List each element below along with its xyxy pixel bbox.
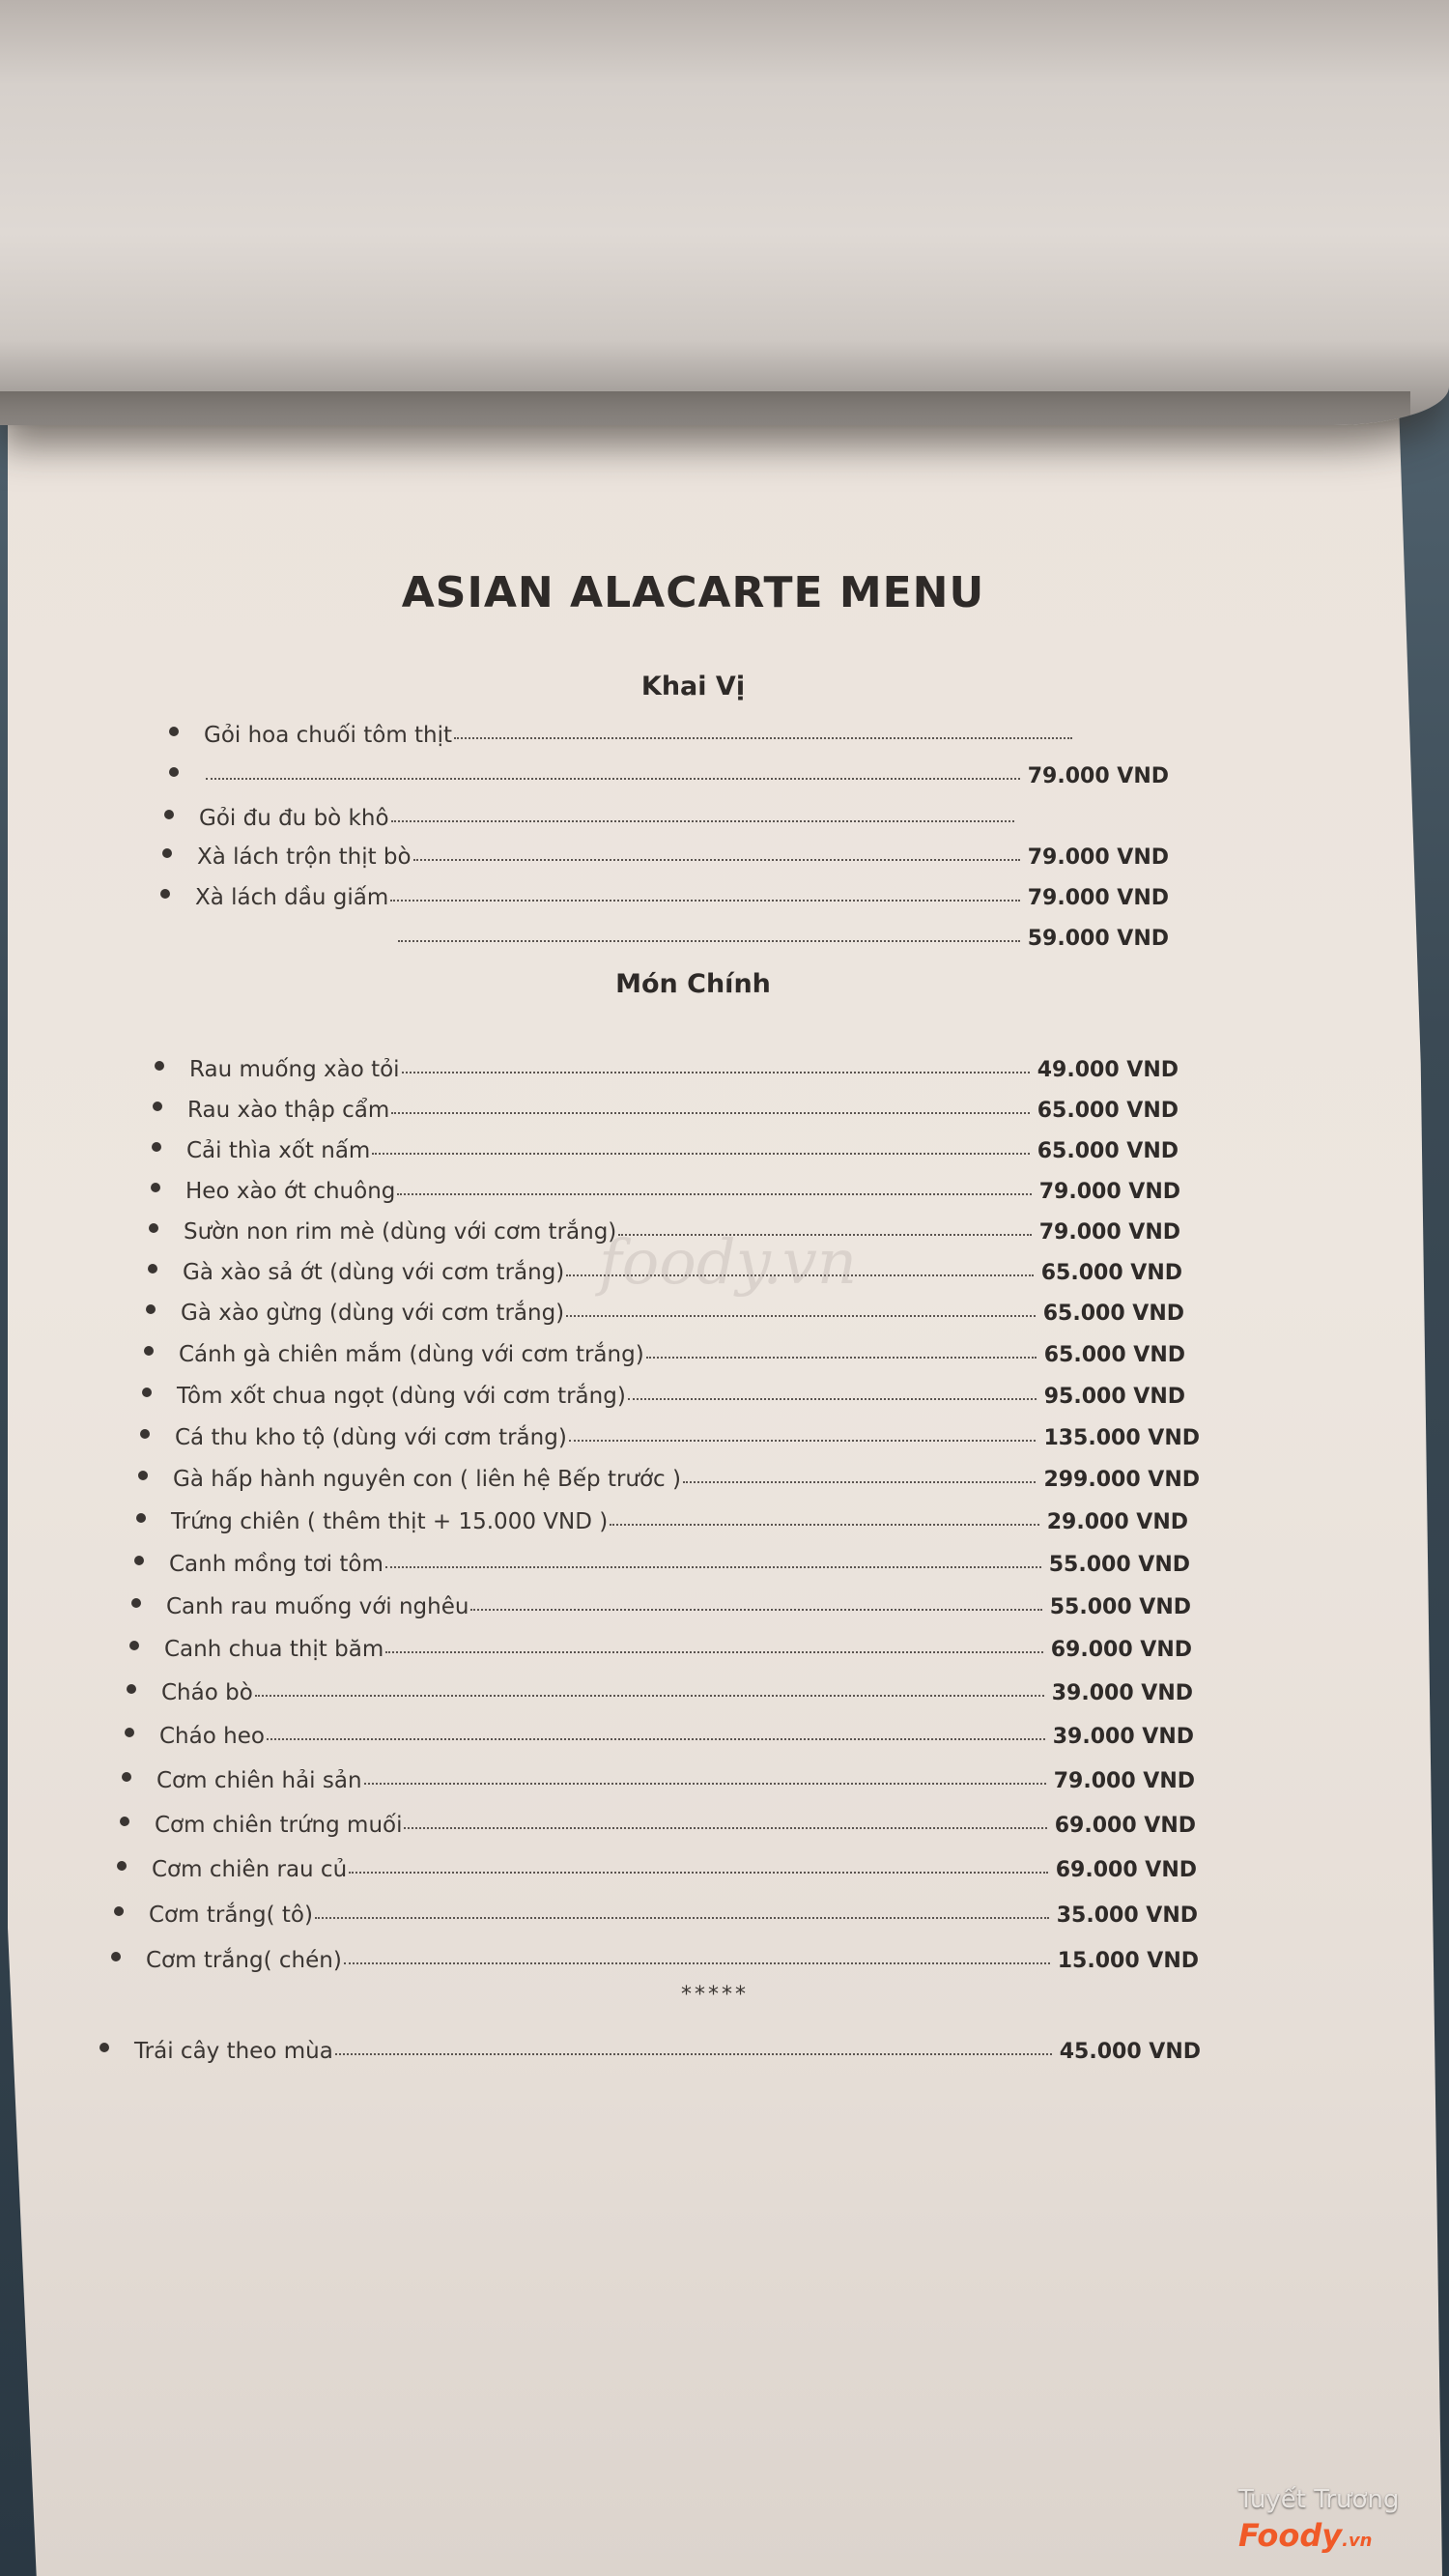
bullet-icon — [153, 1102, 162, 1111]
leader-dots — [402, 1072, 1030, 1073]
item-name: Gỏi đu đu bò khô — [199, 806, 389, 831]
leader-dots — [315, 1917, 1049, 1919]
bullet-icon — [148, 1264, 157, 1274]
list-item — [117, 1849, 1197, 1882]
bullet-icon — [127, 1684, 136, 1694]
list-item — [142, 1376, 1185, 1409]
leader-dots — [349, 1872, 1048, 1874]
leader-dots — [391, 1112, 1029, 1114]
list-item — [127, 1673, 1193, 1705]
item-price: 65.000 VND — [1040, 1261, 1182, 1285]
list-item — [153, 1090, 1179, 1123]
list-item — [193, 918, 1169, 951]
item-price: 55.000 VND — [1048, 1553, 1190, 1577]
bullet-icon — [138, 1471, 148, 1480]
item-name: Canh chua thịt băm — [164, 1637, 384, 1662]
item-price: 79.000 VND — [1027, 764, 1169, 788]
item-name: Trái cây theo mùa — [134, 2039, 333, 2064]
list-item — [140, 1417, 1200, 1450]
bullet-icon — [169, 727, 179, 736]
item-name: Cá thu kho tộ (dùng với cơm trắng) — [175, 1425, 567, 1450]
foody-logo-suffix: .vn — [1342, 2531, 1373, 2551]
item-price: 65.000 VND — [1037, 1139, 1179, 1163]
item-name: Gà xào gừng (dùng với cơm trắng) — [181, 1301, 565, 1326]
leader-dots — [390, 900, 1019, 902]
item-price: 65.000 VND — [1043, 1343, 1185, 1367]
list-item — [160, 877, 1169, 910]
bullet-icon — [134, 1556, 144, 1565]
item-price: 299.000 VND — [1043, 1468, 1200, 1492]
leader-dots — [255, 1695, 1044, 1697]
bullet-icon — [122, 1772, 131, 1782]
list-item — [164, 798, 1014, 831]
item-price: 59.000 VND — [1027, 927, 1169, 951]
bullet-icon — [162, 848, 172, 858]
item-price: 65.000 VND — [1037, 1099, 1179, 1123]
bullet-icon — [152, 1142, 161, 1152]
bullet-icon — [111, 1952, 121, 1961]
item-name: Cải thìa xốt nấm — [186, 1138, 371, 1163]
list-item — [155, 1049, 1179, 1082]
list-item — [131, 1587, 1191, 1619]
leader-dots — [470, 1609, 1041, 1611]
leader-dots — [344, 1962, 1050, 1964]
bullet-icon — [140, 1429, 150, 1439]
item-price: 69.000 VND — [1055, 1858, 1197, 1882]
item-name: Trứng chiên ( thêm thịt + 15.000 VND ) — [171, 1509, 609, 1534]
leader-dots — [454, 737, 1072, 739]
item-name: Gỏi hoa chuối tôm thịt — [204, 723, 453, 748]
list-item — [169, 715, 1072, 748]
leader-dots — [335, 2053, 1052, 2055]
photo-credit-author: Tuyết Trương — [1238, 2485, 1400, 2514]
list-item — [138, 1459, 1200, 1492]
item-price: 79.000 VND — [1038, 1180, 1180, 1204]
bullet-icon — [131, 1598, 141, 1608]
item-name: Rau muống xào tỏi — [189, 1057, 400, 1082]
item-name: Gà xào sả ớt (dùng với cơm trắng) — [183, 1260, 565, 1285]
list-item — [152, 1131, 1179, 1163]
item-name: Xà lách trộn thịt bò — [197, 844, 412, 870]
bullet-icon — [164, 810, 174, 819]
item-name: Heo xào ớt chuông — [185, 1179, 396, 1204]
list-item — [111, 1940, 1199, 1973]
list-item — [99, 2031, 1201, 2064]
item-price: 39.000 VND — [1051, 1681, 1193, 1705]
bullet-icon — [160, 889, 170, 899]
item-price: 69.000 VND — [1050, 1638, 1192, 1662]
menu-title: ASIAN ALACARTE MENU — [401, 568, 985, 617]
item-price: 45.000 VND — [1059, 2040, 1201, 2064]
list-item — [122, 1760, 1195, 1793]
item-price: 39.000 VND — [1052, 1725, 1194, 1749]
leader-dots — [683, 1481, 1036, 1483]
leader-dots — [364, 1783, 1046, 1785]
leader-dots — [404, 1827, 1046, 1829]
leader-dots — [398, 940, 1020, 942]
item-name: Sườn non rim mè (dùng với cơm trắng) — [184, 1219, 617, 1245]
leader-dots — [397, 1193, 1031, 1195]
item-price: 79.000 VND — [1038, 1220, 1180, 1245]
list-item — [120, 1805, 1196, 1838]
item-price: 79.000 VND — [1027, 886, 1169, 910]
foody-logo-text: Foody — [1238, 2517, 1343, 2554]
list-item — [151, 1171, 1180, 1204]
leader-dots — [372, 1153, 1029, 1155]
item-name: Cánh gà chiên mắm (dùng với cơm trắng) — [179, 1342, 644, 1367]
item-price: 35.000 VND — [1056, 1903, 1198, 1928]
item-name: Cháo heo — [159, 1724, 265, 1749]
leader-dots — [391, 820, 1014, 822]
item-name: Gà hấp hành nguyên con ( liên hệ Bếp trước ) — [173, 1467, 681, 1492]
item-name: Cơm trắng( tô) — [149, 1903, 313, 1928]
item-name: Tôm xốt chua ngọt (dùng với cơm trắng) — [177, 1384, 626, 1409]
bullet-icon — [120, 1817, 129, 1826]
bullet-icon — [125, 1728, 134, 1737]
leader-dots — [628, 1398, 1037, 1400]
leader-dots — [385, 1566, 1041, 1568]
bullet-icon — [99, 2043, 109, 2052]
page-curl-shadow — [0, 391, 1410, 430]
list-item — [125, 1716, 1194, 1749]
list-item — [129, 1629, 1192, 1662]
item-price: 69.000 VND — [1054, 1814, 1196, 1838]
leader-dots — [569, 1440, 1037, 1442]
bullet-icon — [129, 1641, 139, 1650]
leader-dots — [566, 1315, 1036, 1317]
bullet-icon — [146, 1304, 156, 1314]
watermark: foody.vn — [599, 1227, 858, 1299]
item-price: 79.000 VND — [1027, 845, 1169, 870]
list-item — [134, 1544, 1190, 1577]
leader-dots — [610, 1524, 1039, 1526]
bullet-icon — [151, 1183, 160, 1192]
item-price: 79.000 VND — [1053, 1769, 1195, 1793]
section-heading-main-dishes: Món Chính — [615, 969, 771, 999]
item-name: Cơm trắng( chén) — [146, 1948, 342, 1973]
item-price: 95.000 VND — [1043, 1385, 1185, 1409]
leader-dots — [267, 1738, 1045, 1740]
item-name: Xà lách dầu giấm — [195, 885, 389, 910]
bullet-icon — [117, 1861, 127, 1871]
foody-logo — [1238, 2517, 1373, 2554]
bullet-icon — [142, 1388, 152, 1397]
bullet-icon — [144, 1346, 154, 1356]
item-name: Rau xào thập cẩm — [187, 1098, 390, 1123]
bullet-icon — [169, 767, 179, 777]
item-price: 49.000 VND — [1037, 1058, 1179, 1082]
leader-dots — [413, 859, 1020, 861]
leader-dots — [646, 1357, 1037, 1359]
item-name: Cháo bò — [161, 1680, 253, 1705]
item-name: Canh rau muống với nghêu — [166, 1594, 469, 1619]
folded-page-curl — [0, 0, 1449, 425]
list-item — [169, 756, 1169, 788]
item-price: 65.000 VND — [1042, 1302, 1184, 1326]
item-price: 15.000 VND — [1057, 1949, 1199, 1973]
item-price: 55.000 VND — [1049, 1595, 1191, 1619]
bullet-icon — [149, 1223, 158, 1233]
bullet-icon — [136, 1513, 146, 1523]
bullet-icon — [155, 1061, 164, 1071]
list-item — [162, 837, 1169, 870]
leader-dots — [206, 778, 1020, 780]
item-price: 135.000 VND — [1043, 1426, 1200, 1450]
list-item — [114, 1895, 1198, 1928]
leader-dots — [385, 1651, 1042, 1653]
item-name: Canh mồng tơi tôm — [169, 1552, 384, 1577]
separator: ***** — [681, 1983, 749, 2007]
item-name: Cơm chiên trứng muối — [155, 1813, 403, 1838]
item-name: Cơm chiên rau củ — [152, 1857, 348, 1882]
item-name: Cơm chiên hải sản — [156, 1768, 362, 1793]
section-heading-appetizers: Khai Vị — [640, 672, 746, 701]
list-item — [136, 1502, 1188, 1534]
bullet-icon — [114, 1906, 124, 1916]
list-item — [144, 1334, 1185, 1367]
item-price: 29.000 VND — [1046, 1510, 1188, 1534]
